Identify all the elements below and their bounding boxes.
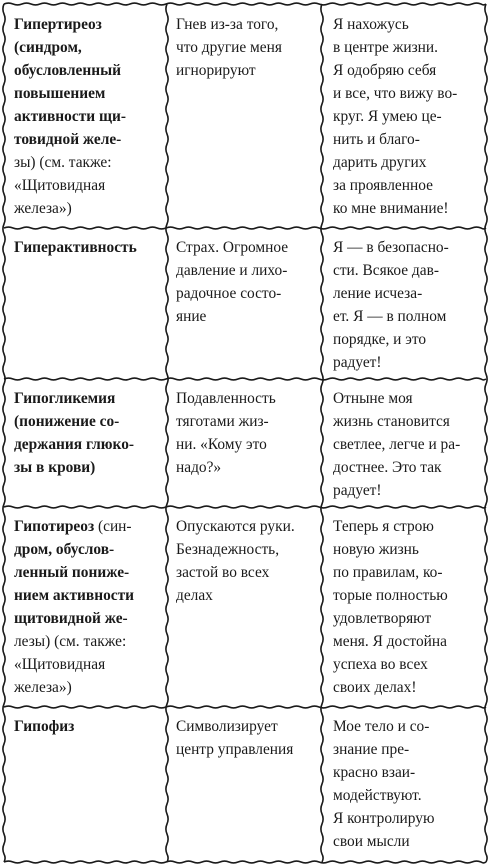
grid-col-divider: [321, 4, 323, 862]
table-row-2-affirmation: Я — в безопасно- сти. Всякое дав- ление исчеза- ет. Я — в полном порядке, и это радует!: [333, 239, 449, 371]
grid-left-line: [3, 4, 5, 862]
table-row-5-affirmation: Мое тело и со- знание пре- красно взаи- модействуют. Я контролирую свои мысли: [333, 718, 435, 850]
condition-normal-text: зы) (см. также: «Щитовидная железа»): [14, 154, 112, 217]
table-row-1-affirmation: Я нахожусь в центре жизни. Я одобряю себя и все, что вижу во- круг. Я умею це- нить и благо- дарить других за проявленное ко мне внимание!: [333, 16, 458, 217]
table-row-3-condition: Гипогликемия (понижение со- держания глюко- зы в крови): [14, 390, 135, 476]
table-row-3-cause: Подавленность тяготами жиз- ни. «Кому это надо?»: [176, 390, 276, 476]
table-row-5-condition: Гипофиз: [14, 718, 75, 735]
grid-col-divider: [166, 4, 168, 862]
condition-normal-text: (син-: [97, 518, 132, 535]
grid-top-line: [4, 3, 486, 5]
grid-row-divider: [4, 227, 486, 229]
grid-row-divider: [4, 378, 486, 380]
grid-row-divider: [4, 706, 486, 708]
table-row-5-cause: Символизирует центр управления: [176, 718, 294, 758]
table-row-3-affirmation: Отныне моя жизнь становится светлее, легче и ра- достнее. Это так радует!: [333, 390, 461, 499]
table-row-2-cause: Страх. Огромное давление и лихо- радочное состо- яние: [176, 239, 289, 325]
condition-bold-text-2: дром, обуслов- ленный пониже- нием активности щитовидной же-: [14, 541, 135, 627]
condition-normal-text-2: лезы) (см. также: «Щитовидная железа»): [14, 633, 127, 696]
condition-bold-text: Гипертиреоз (синдром, обусловленный повышением активности щи- товидной желе-: [14, 16, 126, 148]
grid-bottom-line: [4, 861, 486, 863]
table-row-1-condition: [14, 13, 162, 220]
grid-row-divider: [4, 506, 486, 508]
grid-right-line: [485, 4, 487, 862]
table-row-4-cause: Опускаются руки. Безнадежность, застой во всех делах: [176, 518, 295, 604]
table-row-1-cause: Гнев из-за того, что другие меня игнорируют: [176, 16, 282, 79]
condition-bold-text: Гипотиреоз: [14, 518, 95, 535]
table-row-2-condition: Гиперактивность: [14, 239, 137, 256]
table-row-4-affirmation: Теперь я строю новую жизнь по правилам, ко- торые полностью удовлетворяют меня. Я достойна успеха во всех своих делах!: [333, 518, 448, 696]
table-row-4-condition: [14, 515, 162, 699]
